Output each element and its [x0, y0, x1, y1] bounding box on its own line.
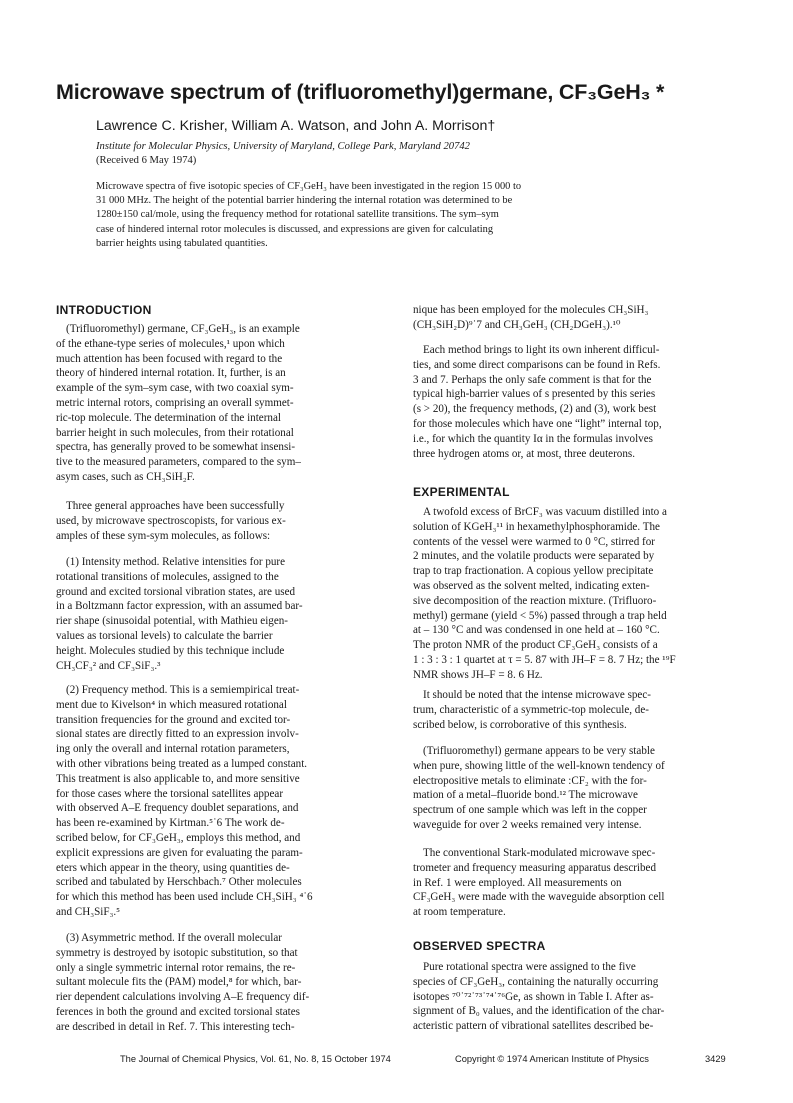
paragraph [413, 505, 731, 683]
text-line: (3) Asymmetric method. If the overall molecular [66, 932, 282, 944]
text-line: much attention has been focused with regard to the [56, 352, 283, 365]
text-line: scribed below, is corroborative of this synthesis. [413, 718, 627, 731]
text-line: ties, and some direct comparisons can be found in Refs. [413, 358, 661, 371]
text-line: and CH₃SiF₃.⁵ [56, 905, 121, 918]
abstract-line: 1280±150 cal/mole, using the frequency method for rotational satellite transitions. The sym–sym [96, 209, 499, 221]
text-line: theory of hindered internal rotation. It, further, is an [56, 367, 286, 380]
text-line: symmetry is destroyed by isotopic substitution, so that [56, 946, 298, 959]
text-line: (1) Intensity method. Relative intensities for pure [66, 556, 286, 568]
text-line: trum, characteristic of a symmetric-top molecule, de- [413, 703, 649, 716]
text-line: contents of the vessel were warmed to 0 °C, stirred for [413, 535, 655, 548]
text-line: when pure, showing little of the well-known tendency of [413, 759, 665, 772]
text-line: The conventional Stark-modulated microwave spec- [423, 847, 656, 859]
text-line: transition frequencies for the ground and excited tor- [56, 713, 291, 726]
text-line: electropositive metals to eliminate :CF₂ with the for- [413, 774, 647, 787]
paragraph [413, 343, 731, 461]
text-line: acteristic pattern of vibrational satellites described be- [413, 1020, 654, 1033]
text-line: ing only the overall and internal rotation parameters, [56, 743, 290, 756]
text-line: The proton NMR of the product CF₃GeH₃ consists of a [413, 639, 658, 652]
text-line: was observed as the solvent melted, indicating exten- [413, 579, 650, 592]
text-line: 1 : 3 : 3 : 1 quartet at τ = 5. 87 with JH–F = 8. 7 Hz; the ¹⁹F [413, 653, 676, 666]
text-line: (2) Frequency method. This is a semiempirical treat- [66, 684, 300, 696]
text-line: three hydrogen atoms or, at most, three deuterons. [413, 447, 635, 460]
text-line: tive to the measured parameters, compared to the sym– [56, 456, 301, 469]
text-line: barrier height in such molecules, from their rotational [56, 426, 294, 439]
text-line: NMR shows JH–F = 8. 6 Hz. [413, 668, 543, 681]
paragraph [56, 555, 374, 673]
text-line: trometer and frequency measuring apparatus described [413, 861, 657, 874]
text-line: sultant molecule fits the (PAM) model,⁸ for which, bar- [56, 976, 302, 989]
received-date: (Received 6 May 1974) [96, 155, 197, 166]
text-line: signment of B₀ values, and the identification of the char- [413, 1005, 665, 1018]
paragraph [413, 744, 731, 833]
text-line: height. Molecules studied by this technique include [56, 644, 285, 657]
text-line: Three general approaches have been successfully [66, 500, 285, 512]
text-line: (Trifluoromethyl) germane appears to be very stable [423, 745, 655, 757]
text-line: ground and excited torsional vibration states, are used [56, 585, 296, 598]
text-line: (Trifluoromethyl) germane, CF₃GeH₃, is an example [66, 323, 300, 335]
section-heading-introduction: INTRODUCTION [56, 303, 152, 317]
paragraph [56, 683, 374, 920]
paragraph [413, 960, 731, 1034]
text-line: 2 minutes, and the volatile products were separated by [413, 550, 655, 563]
text-line: explicit expressions are given for evaluating the param- [56, 846, 303, 859]
text-line: ment due to Kivelson⁴ in which measured rotational [56, 698, 287, 711]
text-line: i.e., for which the quantity Iα in the formulas involves [413, 432, 653, 445]
text-line: metric internal rotors, comprising an overall symmet- [56, 396, 294, 409]
page-number: 3429 [705, 1054, 726, 1064]
section-heading-experimental: EXPERIMENTAL [413, 485, 510, 499]
text-line: amples of these sym-sym molecules, as follows: [56, 529, 271, 542]
text-line: for those molecules which have one “light” internal top, [413, 417, 662, 430]
text-line: used, by microwave spectroscopists, for various ex- [56, 514, 286, 527]
text-line: CF₃GeH₃ were made with the waveguide absorption cell [413, 891, 665, 904]
text-line: for which this method has been used include CH₃SiH₃ ⁴˙6 [56, 891, 313, 904]
author-list: Lawrence C. Krisher, William A. Watson, and John A. Morrison† [96, 118, 496, 134]
text-line: trap to trap fractionation. A copious yellow precipitate [413, 565, 654, 578]
text-line: typical high-barrier values of s presented by this series [413, 388, 656, 401]
text-line: nique has been employed for the molecules CH₃SiH₃ [413, 304, 649, 316]
text-line: rier dependent calculations involving A–E frequency dif- [56, 991, 310, 1004]
paragraph [56, 499, 374, 543]
text-line: Pure rotational spectra were assigned to the five [423, 961, 636, 973]
abstract-line: 31 000 MHz. The height of the potential barrier hindering the internal rotation was determined to be [96, 195, 513, 207]
text-line: It should be noted that the intense microwave spec- [423, 689, 651, 701]
text-line: with other vibrations being treated as a lumped constant. [56, 757, 308, 770]
abstract-line: barrier heights using tabulated quantities. [96, 237, 268, 249]
text-line: eters which appear in the theory, using quantities de- [56, 861, 290, 874]
text-line: with observed A–E frequency doublet separations, and [56, 802, 299, 815]
text-line: scribed below, for CF₃GeH₃, employs this method, and [56, 831, 301, 844]
text-line: sional states are directly fitted to an expression involv- [56, 728, 299, 741]
text-line: has been re-examined by Kirtman.⁵˙6 The work de- [56, 817, 285, 830]
text-line: mation of a metal–fluoride bond.¹² The microwave [413, 789, 638, 802]
text-line: (CH₃SiH₂D)⁹˙7 and CH₃GeH₃ (CH₂DGeH₃).¹⁰ [413, 318, 621, 331]
text-line: 3 and 7. Perhaps the only safe comment is that for the [413, 373, 652, 386]
paragraph [413, 846, 731, 920]
text-line: values as torsional levels) to calculate the barrier [56, 629, 273, 642]
text-line: ric-top molecule. The determination of the internal [56, 411, 281, 424]
text-line: solution of KGeH₃¹¹ in hexamethylphosphoramide. The [413, 520, 660, 533]
text-line: rier shape (sinusoidal potential, with Mathieu eigen- [56, 615, 288, 628]
text-line: only a single symmetric internal rotor remains, the re- [56, 961, 296, 974]
abstract-line: case of hindered internal rotor molecules is discussed, and expressions are given for calculating [96, 223, 494, 235]
text-line: are described in detail in Ref. 7. This interesting tech- [56, 1020, 295, 1033]
text-line: in a Boltzmann factor expression, with an assumed bar- [56, 600, 303, 613]
abstract-line: Microwave spectra of five isotopic species of CF₃GeH₃ have been investigated in the region 15 000 to [96, 181, 522, 192]
text-line: species of CF₃GeH₃, containing the naturally occurring [413, 975, 659, 988]
abstract [96, 180, 696, 251]
text-line: ferences in both the ground and excited torsional states [56, 1005, 300, 1018]
text-line: of the ethane-type series of molecules,¹ upon which [56, 337, 285, 350]
text-line: CH₃CF₃² and CF₃SiF₃.³ [56, 659, 161, 672]
text-line: at – 130 °C and was condensed in one held at – 160 °C. [413, 624, 660, 637]
affiliation: Institute for Molecular Physics, University of Maryland, College Park, Maryland 20742 [96, 141, 470, 152]
text-line: isotopes ⁷⁰˙⁷²˙⁷³˙⁷⁴˙⁷⁶Ge, as shown in Table I. After as- [413, 990, 654, 1003]
text-line: (s > 20), the frequency methods, (2) and (3), work best [413, 403, 657, 416]
text-line: sive decomposition of the reaction mixture. (Trifluoro- [413, 594, 657, 607]
paragraph [56, 931, 374, 1035]
text-line: scribed and tabulated by Herschbach.⁷ Other molecules [56, 876, 302, 889]
text-line: rotational transitions of molecules, assigned to the [56, 570, 279, 583]
text-line: waveguide for over 2 weeks remained very intense. [413, 818, 642, 831]
text-line: spectra, has generally proved to be somewhat insensi- [56, 441, 296, 454]
text-line: spectrum of one sample which was left in the copper [413, 804, 647, 817]
paragraph [413, 688, 731, 732]
text-line: A twofold excess of BrCF₃ was vacuum distilled into a [423, 506, 667, 518]
copyright-notice: Copyright © 1974 American Institute of Physics [455, 1054, 649, 1064]
text-line: methyl) germane (yield < 5%) passed through a trap held [413, 609, 667, 622]
text-line: asym cases, such as CH₃SiH₂F. [56, 470, 195, 483]
text-line: Each method brings to light its own inherent difficul- [423, 344, 660, 356]
text-line: in Ref. 1 were employed. All measurements on [413, 876, 622, 889]
section-heading-observed-spectra: OBSERVED SPECTRA [413, 939, 546, 953]
journal-citation: The Journal of Chemical Physics, Vol. 61, No. 8, 15 October 1974 [120, 1054, 391, 1064]
text-line: for those cases where the torsional satellites appear [56, 787, 284, 800]
paper-title: Microwave spectrum of (trifluoromethyl)germane, CF₃GeH₃ * [56, 80, 665, 104]
text-line: at room temperature. [413, 906, 506, 919]
text-line: example of the sym–sym case, with two coaxial sym- [56, 382, 294, 395]
text-line: This treatment is also applicable to, and more sensitive [56, 772, 300, 785]
paragraph [413, 303, 731, 333]
paragraph [56, 322, 374, 485]
